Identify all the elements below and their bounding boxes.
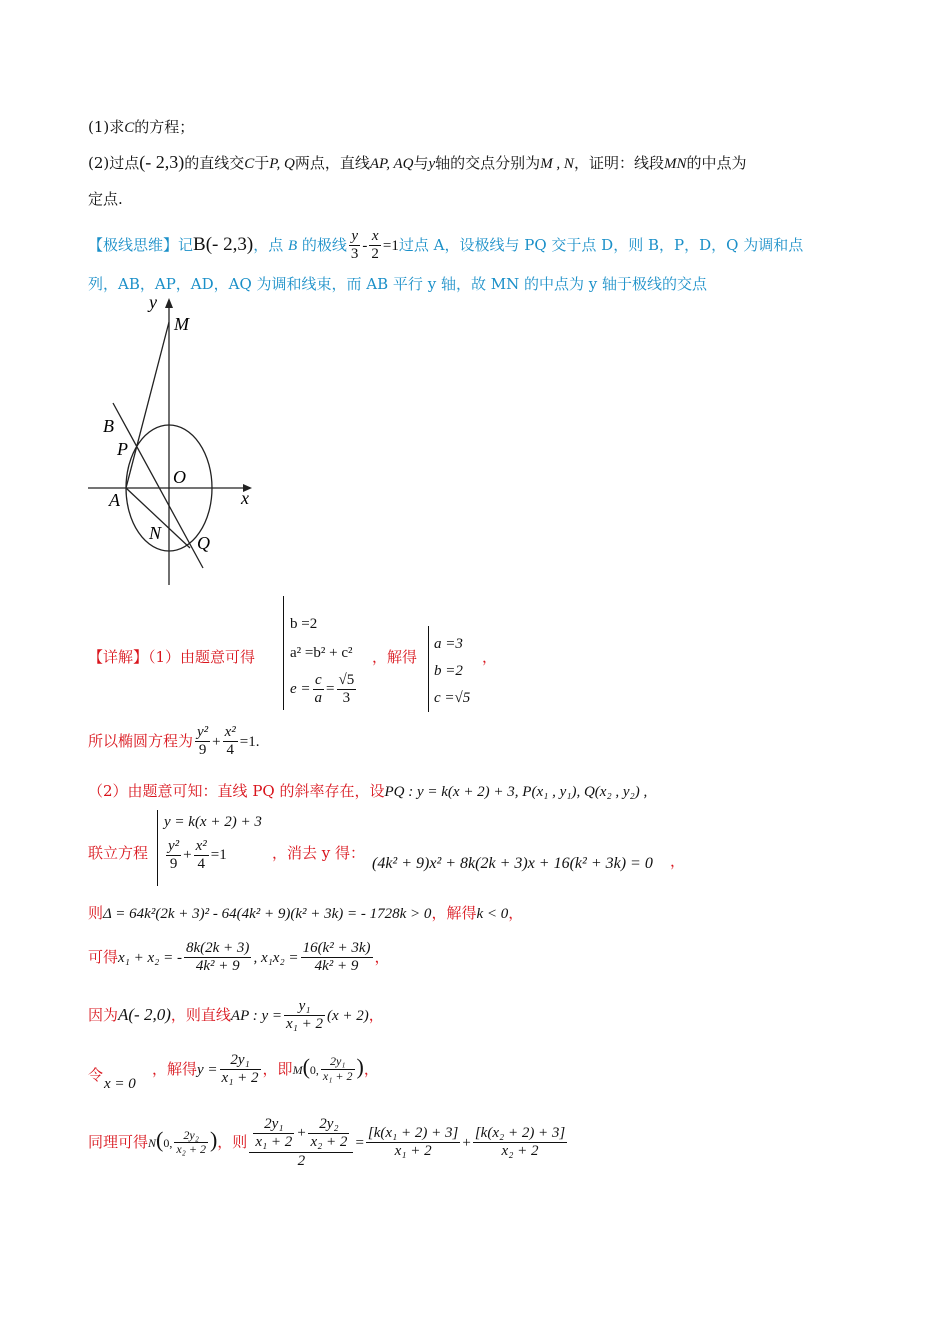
vieta-d2: 4k² + 9 xyxy=(314,958,359,975)
same-inner-frac-2 xyxy=(308,1116,349,1152)
polar-tag: 【极线思维】 xyxy=(88,235,179,254)
question-2-line2: 定点. xyxy=(88,190,123,208)
q2-t3: 两点，直线 xyxy=(294,154,370,172)
same-inner-frac-1 xyxy=(253,1116,294,1152)
same-r2-num: [k(x₂ + 2) + 3] xyxy=(473,1125,567,1143)
ellipse-equation-line xyxy=(88,724,260,760)
same-r1-frac xyxy=(366,1125,460,1161)
same-pt-pre: 0, xyxy=(163,1135,173,1150)
ellipse-n2: x² xyxy=(223,724,238,742)
same-r2-den: x₂ + 2 xyxy=(501,1143,539,1160)
let-lhs: y = xyxy=(197,1061,218,1078)
delta-result: k < 0 xyxy=(476,906,509,922)
joint-plus: + xyxy=(183,847,192,864)
question-2 xyxy=(88,152,746,173)
q2-pq: P, Q xyxy=(269,156,295,172)
joint-eliminate: ，消去 y 得： xyxy=(272,844,366,862)
let-lparen: ( xyxy=(302,1053,310,1079)
q2-t2: 于 xyxy=(254,154,270,172)
frac-x2-4 xyxy=(223,724,238,760)
e-c: c xyxy=(313,672,325,690)
ap-end: ， xyxy=(368,1005,384,1024)
polar-t1: 记 xyxy=(178,235,194,254)
polar-bi: B xyxy=(287,237,298,254)
polar-t3: 的极线 xyxy=(297,235,347,254)
system-2-brace xyxy=(428,626,429,712)
joint-n2: x² xyxy=(194,838,209,856)
let-end: ， xyxy=(363,1059,379,1078)
sys1-row3 xyxy=(290,672,358,708)
vieta-mid: , x₁x₂ = xyxy=(253,949,299,966)
sys1-row2: a² =b² + c² xyxy=(290,645,353,661)
frac-c-a xyxy=(313,672,325,708)
let-x0: x = 0 xyxy=(104,1076,136,1092)
q1-text: 的方程； xyxy=(134,118,195,136)
e-a: a xyxy=(314,690,323,707)
polar-fy-num: y xyxy=(349,228,361,246)
polar-t2: ，点 xyxy=(253,235,288,254)
label-n: N xyxy=(149,523,162,543)
polar-eq: =1 xyxy=(382,237,399,254)
same-big-num xyxy=(249,1116,353,1153)
q2-t5: 轴的交点分别为 xyxy=(435,154,541,172)
e-lhs: e = xyxy=(290,681,311,698)
joint-frac-1 xyxy=(166,838,181,874)
system-1-brace xyxy=(283,596,284,710)
geometry-figure xyxy=(85,290,265,590)
polar-t4: 过点 A，设极线与 PQ 交于点 D，则 B，P，D，Q 为调和点 xyxy=(398,235,804,254)
q2-t7: 的中点为 xyxy=(686,154,747,172)
e-eq: = xyxy=(326,681,335,698)
same-text: 同理可得 xyxy=(88,1132,149,1151)
step-2-line xyxy=(88,780,647,801)
polar-frac-x xyxy=(369,228,381,264)
delta-end: ， xyxy=(508,904,524,922)
same-rparen: ) xyxy=(209,1126,218,1152)
label-x: x xyxy=(241,488,249,508)
same-eq: = xyxy=(355,1134,364,1151)
same-r1-den: x₁ + 2 xyxy=(394,1143,432,1160)
joint-label: 联立方程 xyxy=(88,844,149,862)
same-rplus: + xyxy=(462,1134,471,1151)
ellipse-plus: + xyxy=(212,733,221,750)
frac-y2-9 xyxy=(195,724,210,760)
ellipse-d1: 9 xyxy=(198,742,207,759)
sys2-row1: a =3 xyxy=(434,636,463,652)
e-num: √5 xyxy=(337,672,357,690)
ellipse-eq-text: 所以椭圆方程为 xyxy=(88,731,194,750)
let-pt-pre: 0, xyxy=(309,1062,319,1077)
step2-expr: PQ : y = k(x + 2) + 3, P(x₁ , y₁), Q(x₂ , y₂) , xyxy=(384,784,648,800)
sys2-row3: c =√5 xyxy=(434,690,471,706)
label-o: O xyxy=(173,467,186,487)
let-pt-frac xyxy=(321,1055,355,1084)
q2-c: C xyxy=(244,156,255,172)
vieta-line xyxy=(88,940,390,976)
vieta-text: 可得 xyxy=(88,947,119,966)
q2-t6: ，证明：线段 xyxy=(573,154,664,172)
e-den: 3 xyxy=(342,690,351,707)
let-den: x₁ + 2 xyxy=(221,1070,259,1087)
ap-text2: ，则直线 xyxy=(170,1005,231,1024)
same-big-plus: + xyxy=(296,1125,307,1142)
q2-t4: 与 xyxy=(413,154,429,172)
label-q: Q xyxy=(197,533,210,553)
same-big-n2: 2y₂ xyxy=(308,1116,349,1134)
vieta-lhs: x₁ + x₂ = - xyxy=(118,949,182,966)
label-a: A xyxy=(109,490,120,510)
let-pt-num: 2y₁ xyxy=(321,1055,355,1070)
detail-tag: 【详解】 xyxy=(88,648,149,666)
ellipse-d2: 4 xyxy=(226,742,234,759)
let-line xyxy=(152,1052,379,1088)
ap-rhs: (x + 2) xyxy=(327,1007,369,1024)
y-axis-arrow-icon xyxy=(165,298,173,308)
polar-frac-y xyxy=(349,228,361,264)
same-lparen: ( xyxy=(156,1126,164,1152)
question-1 xyxy=(88,116,194,137)
joint-row2 xyxy=(164,838,227,874)
label-m: M xyxy=(174,314,189,334)
q2-t1: 的直线交 xyxy=(184,154,245,172)
let-num: 2y₁ xyxy=(220,1052,261,1070)
let-m: M xyxy=(292,1062,303,1077)
sys2-row2: b =2 xyxy=(434,663,463,679)
joint-eq: =1 xyxy=(210,847,227,864)
vieta-n1: 8k(2k + 3) xyxy=(184,940,251,958)
q2-point: (- 2,3) xyxy=(139,152,185,172)
sys1-row1: b =2 xyxy=(290,616,318,632)
ellipse-n1: y² xyxy=(195,724,210,742)
same-pt-den: x₂ + 2 xyxy=(176,1142,206,1157)
let-rparen: ) xyxy=(356,1053,364,1079)
joint-d1: 9 xyxy=(169,856,178,873)
q2-y: y xyxy=(428,156,436,172)
same-text2: ，则 xyxy=(217,1132,248,1151)
vieta-frac-2 xyxy=(301,940,373,976)
same-big-n1: 2y₁ xyxy=(253,1116,294,1134)
label-p: P xyxy=(117,439,128,459)
same-line xyxy=(88,1116,569,1170)
detail-intro xyxy=(88,646,255,667)
polar-fx-den: 2 xyxy=(371,246,379,263)
q2-mn: M , N xyxy=(540,156,574,172)
let-pt-den: x₁ + 2 xyxy=(322,1069,353,1084)
joint-frac-2 xyxy=(194,838,209,874)
same-big-frac xyxy=(249,1116,353,1170)
joint-d2: 4 xyxy=(197,856,205,873)
polar-line-1 xyxy=(88,228,803,264)
ap-frac xyxy=(284,998,325,1034)
vieta-n2: 16(k² + 3k) xyxy=(301,940,373,958)
let-text3: ，即 xyxy=(262,1059,293,1078)
joint-n1: y² xyxy=(166,838,181,856)
detail-sep: ，解得 xyxy=(372,648,418,666)
ap-lhs: AP : y = xyxy=(230,1007,282,1024)
joint-brace xyxy=(157,810,158,886)
ap-den: x₁ + 2 xyxy=(286,1016,323,1033)
q2-lines: AP, AQ xyxy=(369,156,414,172)
joint-end: ， xyxy=(670,852,686,870)
detail-t1: （1）由题意可得 xyxy=(148,648,256,666)
label-b: B xyxy=(103,416,114,436)
same-big-den: 2 xyxy=(297,1152,306,1169)
let-text2: ，解得 xyxy=(152,1059,198,1078)
ap-num: y₁ xyxy=(284,998,325,1016)
same-big-d2: x₂ + 2 xyxy=(310,1134,348,1151)
delta-line xyxy=(88,902,523,923)
same-big-d1: x₁ + 2 xyxy=(255,1134,293,1151)
detail-end: ， xyxy=(482,648,498,666)
polar-minus: - xyxy=(362,237,368,254)
polar-point-b: B(- 2,3) xyxy=(193,233,254,255)
let-text: 令 xyxy=(88,1066,104,1084)
same-n: N xyxy=(148,1135,157,1150)
same-pt-num: 2y₂ xyxy=(174,1129,208,1144)
frac-root5-3 xyxy=(337,672,357,708)
joint-row1: y = k(x + 2) + 3 xyxy=(164,814,262,830)
delta-text2: ，解得 xyxy=(431,904,477,922)
same-pt-frac xyxy=(174,1129,208,1158)
q1-label: (1)求 xyxy=(88,118,125,136)
joint-result: (4k² + 9)x² + 8k(2k + 3)x + 16(k² + 3k) = 0 xyxy=(372,855,653,872)
same-r1-num: [k(x₁ + 2) + 3] xyxy=(366,1125,460,1143)
same-r2-frac xyxy=(473,1125,567,1161)
q2-label: (2)过点 xyxy=(88,154,140,172)
ellipse-eq: =1. xyxy=(239,733,260,750)
ap-line xyxy=(88,998,384,1034)
polar-fx-num: x xyxy=(369,228,381,246)
label-y: y xyxy=(149,292,157,312)
q1-var: C xyxy=(124,120,135,136)
line-am xyxy=(126,322,169,488)
polar-line-2: 列，AB，AP，AD，AQ 为调和线束，而 AB 平行 y 轴，故 MN 的中点为 y 轴于极线的交点 xyxy=(88,275,707,293)
polar-fy-den: 3 xyxy=(350,246,359,263)
step2-text: （2）由题意可知：直线 PQ 的斜率存在，设 xyxy=(88,782,385,800)
delta-text: 则 xyxy=(88,904,104,922)
vieta-end: ， xyxy=(374,947,390,966)
let-frac xyxy=(220,1052,261,1088)
q2-MN: MN xyxy=(663,156,687,172)
ap-text: 因为 xyxy=(88,1005,119,1024)
delta-expr: Δ = 64k²(2k + 3)² - 64(4k² + 9)(k² + 3k) = - 1728k > 0 xyxy=(103,906,432,922)
vieta-d1: 4k² + 9 xyxy=(195,958,240,975)
vieta-frac-1 xyxy=(184,940,251,976)
ap-point: A(- 2,0) xyxy=(118,1004,171,1024)
